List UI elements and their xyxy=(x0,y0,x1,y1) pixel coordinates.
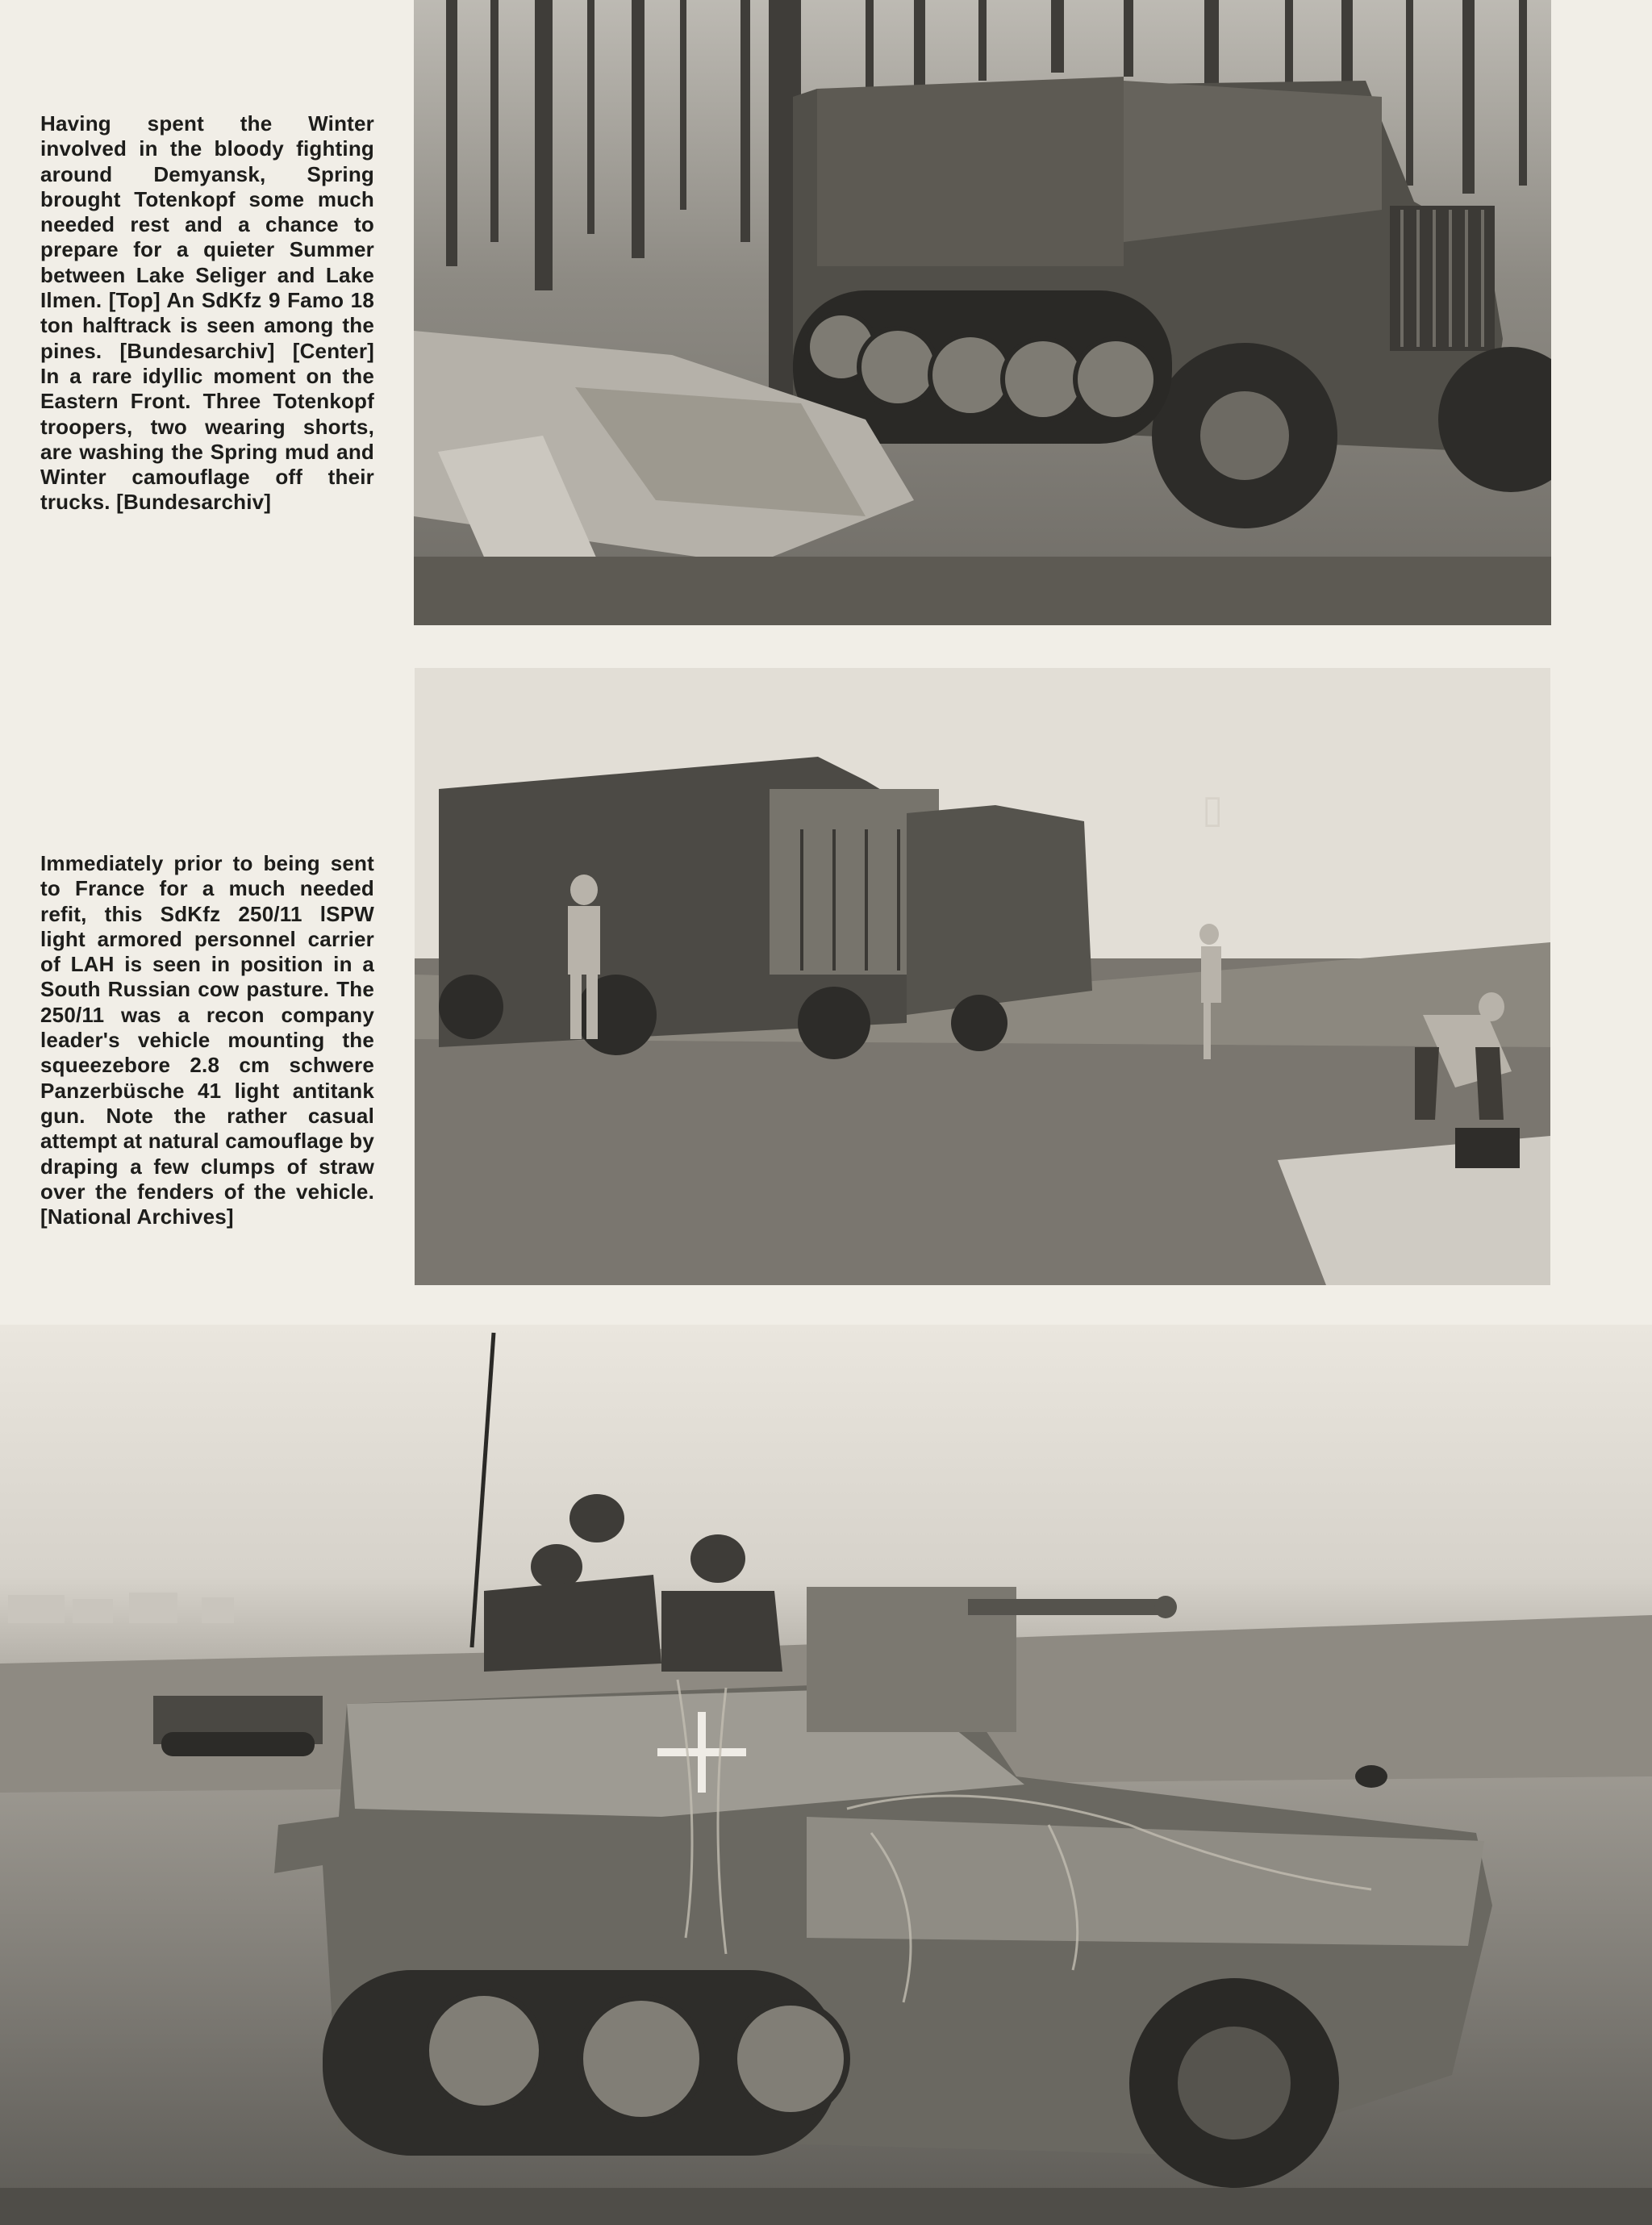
caption-middle xyxy=(40,851,374,1287)
show-through-heading-mark: ▯ xyxy=(1202,788,1224,831)
photo-halftrack-forest xyxy=(414,0,1551,625)
caption-top-text: Having spent the Winter involved in the bloody fighting around Demyansk, Spring brought Totenkopf some much needed rest and a chance to prepare for a quieter Summer between Lake Seliger and Lake Ilmen. [Top] An SdKfz 9 Famo 18 ton halftrack is seen among the pines. [Bundesarchiv] [Center] In a rare idyllic moment on the Eastern Front. Three Totenkopf troopers, two wearing shorts, are washing the Spring mud and Winter camouflage off their trucks. [Bundesarchiv] xyxy=(40,111,374,515)
caption-middle-text: Immediately prior to being sent to France for a much needed refit, this SdKfz 250/11 lSPW light armored personnel carrier of LAH is seen in position in a South Russian cow pasture. The 250/11 was a recon company leader's vehicle mounting the squeezebore 2.8 cm schwere Panzerbüsche 41 light antitank gun. Note the rather casual attempt at natural camouflage by draping a few clumps of straw over the fenders of the vehicle. [National Archives] xyxy=(40,851,374,1229)
halftrack-forest-illustration xyxy=(414,0,1551,625)
washing-trucks-illustration xyxy=(415,668,1550,1285)
caption-top xyxy=(40,111,374,568)
photo-washing-trucks xyxy=(415,668,1550,1285)
photo-sdkfz-250-pasture xyxy=(0,1325,1652,2225)
show-through-heading xyxy=(1202,787,1223,832)
sdkfz-250-illustration xyxy=(0,1325,1652,2225)
